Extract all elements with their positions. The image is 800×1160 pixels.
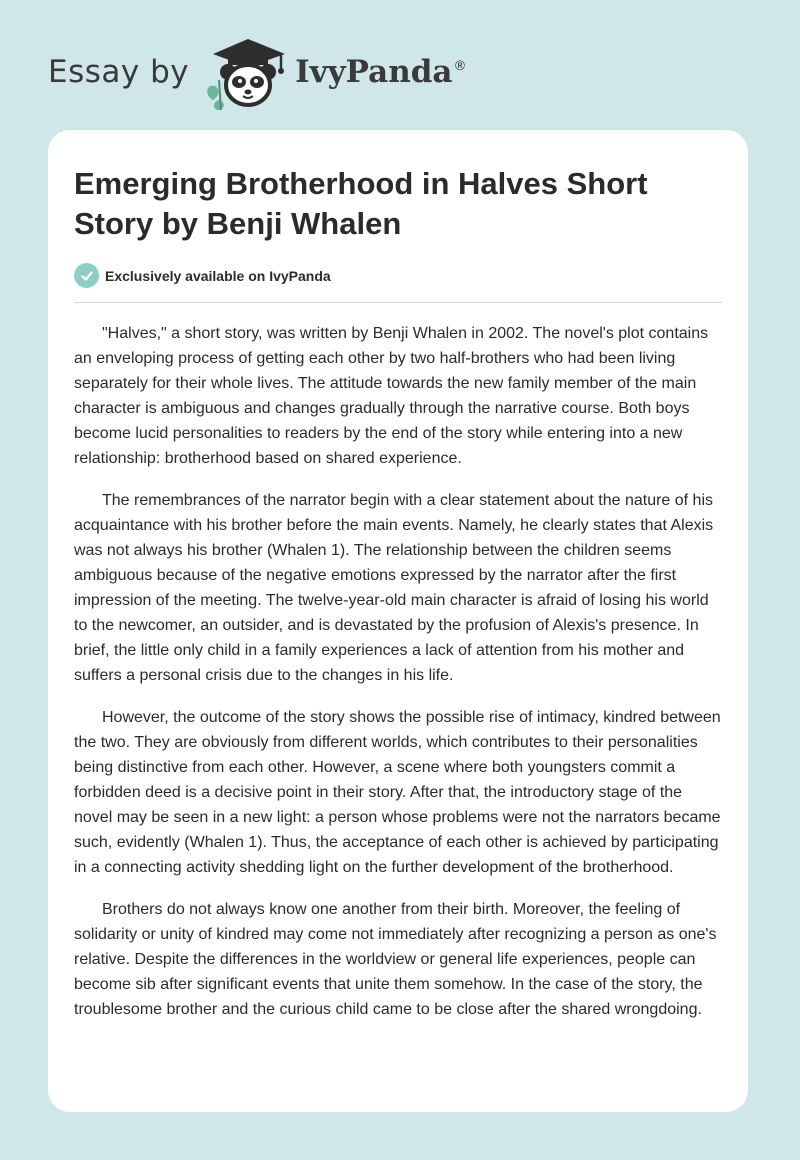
ivypanda-wordmark[interactable]: IvyPanda xyxy=(295,54,453,90)
essay-by-label: Essay by xyxy=(48,54,190,90)
essay-paragraph: However, the outcome of the story shows the possible rise of intimacy, kindred between the two. They are obviously from different worlds, which contributes to their personalities being distinctive from each other. However, a scene where both youngsters commit a forbidden deed is a decisive point in their story. After that, the introductory stage of the novel may be seen in a new light: a person whose problems were not the narrators became such, evidently (Whalen 1). Thus, the acceptance of each other is achieved by participating in a connecting activity shedding light on the further development of the brotherhood. xyxy=(74,709,721,876)
site-header xyxy=(48,34,467,110)
essay-body xyxy=(74,321,724,1039)
essay-card xyxy=(48,130,748,1112)
essay-paragraph: The remembrances of the narrator begin with a clear statement about the nature of his acquaintance with his brother before the main events. Namely, he clearly states that Alexis was not always his brother (Whalen 1). The relationship between the children seems ambiguous because of the negative emotions expressed by the narrator after the first impression of the meeting. The twelve-year-old main character is afraid of losing his world to the newcomer, an outsider, and is devastated by the profusion of Alexis's presence. In brief, the little only child in a family experiences a lack of attention from his mother and suffers a personal crisis due to the changes in his life. xyxy=(74,492,714,684)
checkmark-icon xyxy=(74,263,99,288)
essay-paragraph: Brothers do not always know one another from their birth. Moreover, the feeling of solidarity or unity of kindred may come not immediately after recognizing a person as one's relative. Despite the differences in the worldview or general life experiences, people can become sib after significant events that unite them somehow. In the case of the story, the troublesome brother and the curious child came to be close after the shared wrongdoing. xyxy=(74,901,717,1018)
exclusive-label: Exclusively available on IvyPanda xyxy=(105,267,331,284)
divider xyxy=(74,302,722,303)
registered-mark: ® xyxy=(453,58,467,74)
essay-title: Emerging Brotherhood in Halves Short Story by Benji Whalen xyxy=(74,166,648,241)
exclusive-notice xyxy=(74,263,331,288)
essay-paragraph: "Halves," a short story, was written by Benji Whalen in 2002. The novel's plot contains an enveloping process of getting each other by two half-brothers who had been living separately for their whole lives. The attitude towards the new family member of the main character is ambiguous and changes gradually through the narrative course. Both boys become lucid personalities to readers by the end of the story while entering into a new relationship: brotherhood based on shared experience. xyxy=(74,325,709,467)
panda-logo-icon[interactable] xyxy=(201,34,293,110)
